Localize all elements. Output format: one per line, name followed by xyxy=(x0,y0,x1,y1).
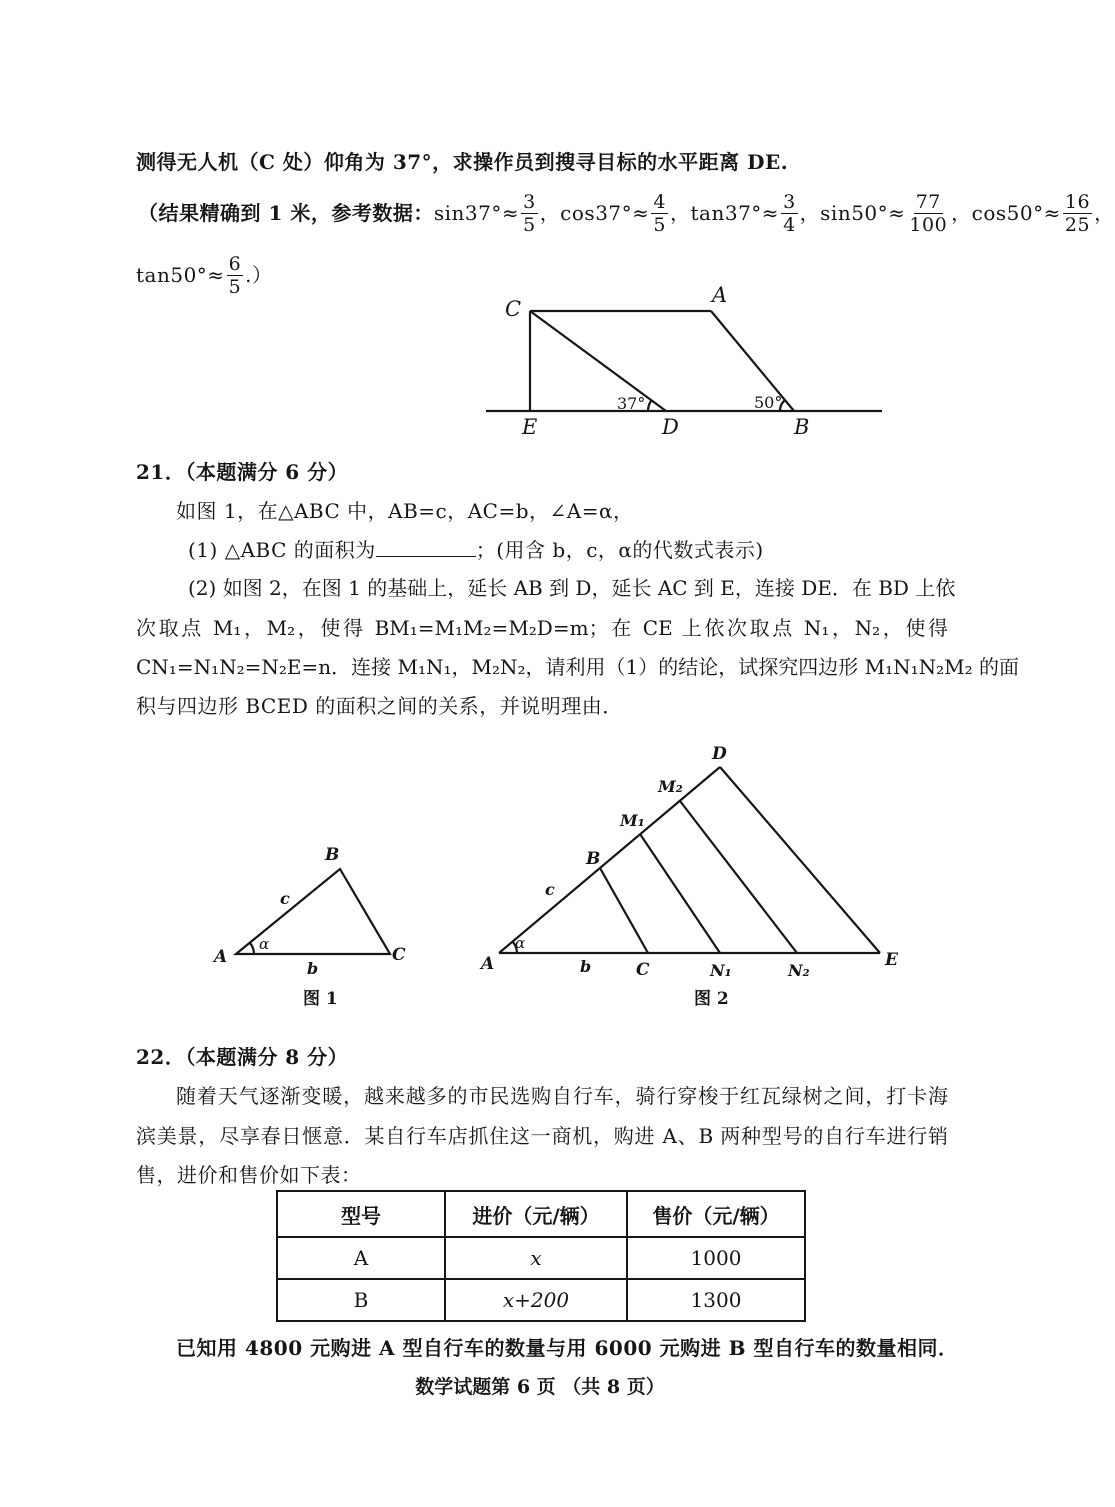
fig2-label-a: A xyxy=(481,954,495,974)
q22-header: 22．（本题满分 8 分） xyxy=(136,1045,349,1069)
segment-cd xyxy=(530,311,666,411)
sin50-fraction: $\frac{77}{100}$ xyxy=(909,190,948,236)
segment-m1n1 xyxy=(640,834,720,953)
fig2-label-n2: N₂ xyxy=(788,961,810,980)
answer-blank xyxy=(376,538,476,557)
fig2-alpha: α xyxy=(515,934,526,952)
bike-price-table xyxy=(276,1190,806,1322)
tail-comma: ， xyxy=(1094,201,1115,225)
fig1-alpha: α xyxy=(259,935,270,953)
tan50-label: tan50°≈ xyxy=(136,263,225,287)
row-a-sale: 1000 xyxy=(627,1237,805,1279)
q21-header: 21．（本题满分 6 分） xyxy=(136,460,349,484)
ref-close: .） xyxy=(245,263,273,287)
sin50-label: ，sin50°≈ xyxy=(799,201,906,225)
page-footer: 数学试题第 6 页 （共 8 页） xyxy=(415,1376,665,1398)
segment-ad xyxy=(499,767,720,953)
sin37-fraction: $\frac{3}{5}$ xyxy=(523,190,536,236)
fig1-label-b: B xyxy=(325,845,340,865)
fig2-label-m1: M₁ xyxy=(620,811,645,830)
table-row xyxy=(277,1279,805,1321)
header-cost-price: 进价（元/辆） xyxy=(445,1191,627,1237)
fig2-label-e: E xyxy=(885,950,898,970)
tan37-label: ，tan37°≈ xyxy=(670,201,780,225)
row-b-model: B xyxy=(277,1279,445,1321)
part1-suffix: ；(用含 b，c，α的代数式表示) xyxy=(475,538,764,562)
fig2-side-c: c xyxy=(545,880,555,899)
q22-para-line2: 滨美景，尽享春日惬意．某自行车店抓住这一商机，购进 A、B 两种型号的自行车进行销 xyxy=(136,1124,948,1148)
fig1-label-c: C xyxy=(392,945,406,965)
fig2-label-n1: N₁ xyxy=(710,961,732,980)
row-a-cost: x xyxy=(445,1237,627,1279)
segment-m2n2 xyxy=(680,801,797,953)
angle-37-arc xyxy=(648,401,651,411)
ref-open: （结果精确到 1 米，参考数据： xyxy=(138,201,434,225)
header-model: 型号 xyxy=(277,1191,445,1237)
tan37-fraction: $\frac{3}{4}$ xyxy=(783,190,796,236)
fig2-label-b: B xyxy=(586,849,601,869)
part1-prefix: (1) △ABC 的面积为 xyxy=(188,538,376,562)
label-b: B xyxy=(794,415,810,439)
q20-figure xyxy=(0,0,1080,450)
fig1-alpha-arc xyxy=(250,943,254,954)
q21-part2-line3: CN₁=N₁N₂=N₂E=n．连接 M₁N₁，M₂N₂，请利用（1）的结论，试探究四边形 M₁N₁N₂M₂ 的面 xyxy=(136,655,1019,679)
fig1-caption: 图 1 xyxy=(303,989,338,1009)
fig2-label-c: C xyxy=(636,960,650,980)
angle-37-label: 37° xyxy=(617,394,646,413)
fig1-side-c: c xyxy=(280,889,290,908)
table-row xyxy=(277,1237,805,1279)
table-header-row xyxy=(277,1191,805,1237)
figure-2 xyxy=(499,767,880,953)
fig2-side-b: b xyxy=(580,957,592,976)
label-c: C xyxy=(505,297,522,321)
row-b-sale: 1300 xyxy=(627,1279,805,1321)
fig1-label-a: A xyxy=(214,947,228,967)
q22-known-condition: 已知用 4800 元购进 A 型自行车的数量与用 6000 元购进 B 型自行车的数量相同． xyxy=(176,1336,959,1360)
segment-de xyxy=(720,767,880,953)
header-sale-price: 售价（元/辆） xyxy=(627,1191,805,1237)
q21-part2-line4: 积与四边形 BCED 的面积之间的关系，并说明理由． xyxy=(136,694,623,718)
label-e: E xyxy=(522,415,538,439)
cos50-label: ，cos50°≈ xyxy=(951,201,1061,225)
q21-intro: 如图 1，在△ABC 中，AB=c，AC=b，∠A=α， xyxy=(176,499,634,523)
angle-50-label: 50° xyxy=(754,393,783,412)
fig2-label-d: D xyxy=(712,744,727,764)
label-a: A xyxy=(712,283,728,307)
fig1-side-b: b xyxy=(307,959,319,978)
cos37-label: ，cos37°≈ xyxy=(539,201,650,225)
tan50-fraction: $\frac{6}{5}$ xyxy=(228,252,242,298)
label-d: D xyxy=(662,415,679,439)
q21-part1 xyxy=(188,538,764,562)
segment-bc xyxy=(600,868,648,953)
q21-part2-line1: (2) 如图 2，在图 1 的基础上，延长 AB 到 D，延长 AC 到 E，连接 DE．在 BD 上依 xyxy=(188,576,956,600)
q20-question-line: 测得无人机（C 处）仰角为 37°，求操作员到搜寻目标的水平距离 DE. xyxy=(136,150,789,174)
q21-figures xyxy=(0,730,1080,1030)
cos50-fraction: $\frac{16}{25}$ xyxy=(1064,190,1091,236)
q22-para-line1: 随着天气逐渐变暖，越来越多的市民选购自行车，骑行穿梭于红瓦绿树之间，打卡海 xyxy=(176,1084,948,1108)
row-b-cost: x+200 xyxy=(445,1279,627,1321)
fig2-label-m2: M₂ xyxy=(658,777,683,796)
sin37-label: sin37°≈ xyxy=(433,201,520,225)
q21-part2-line2: 次取点 M₁，M₂，使得 BM₁=M₁M₂=M₂D=m；在 CE 上依次取点 N₁，N₂，使得 xyxy=(136,616,948,640)
row-a-model: A xyxy=(277,1237,445,1279)
fig2-caption: 图 2 xyxy=(694,989,729,1009)
q22-para-line3: 售，进价和售价如下表： xyxy=(136,1163,362,1187)
cos37-fraction: $\frac{4}{5}$ xyxy=(653,190,666,236)
